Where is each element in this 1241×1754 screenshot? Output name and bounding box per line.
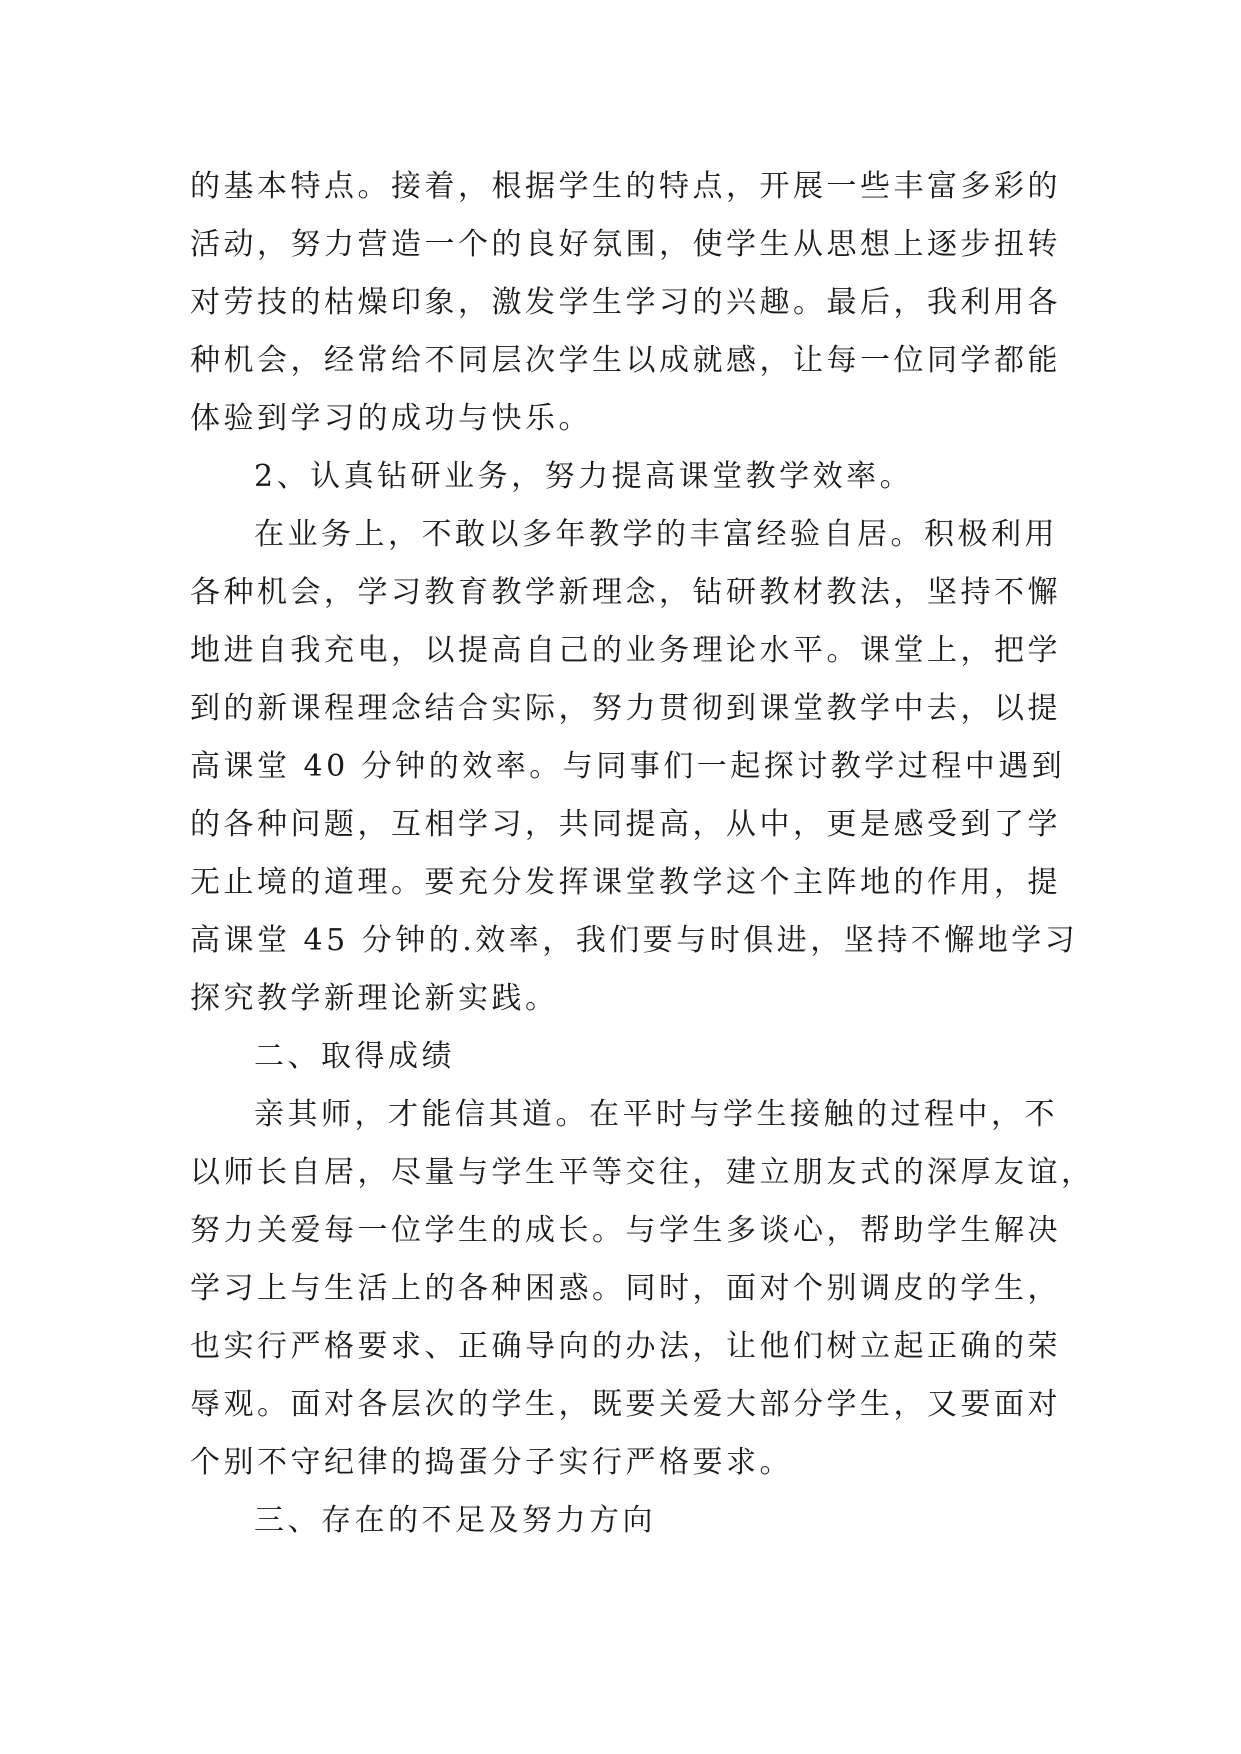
section-heading: 三、存在的不足及努力方向 [254, 1503, 656, 1538]
document-body [190, 158, 1095, 1550]
paragraph-line: 辱观。面对各层次的学生，既要关爱大部分学生，又要面对 [190, 1387, 1061, 1422]
paragraph-line: 地进自我充电，以提高自己的业务理论水平。课堂上，把学 [190, 633, 1061, 668]
section-heading: 二、取得成绩 [254, 1039, 455, 1074]
paragraph-line: 高课堂 45 分钟的.效率，我们要与时俱进，坚持不懈地学习 [190, 923, 1079, 958]
paragraph-line: 无止境的道理。要充分发挥课堂教学这个主阵地的作用，提 [190, 865, 1061, 900]
paragraph-line: 种机会，经常给不同层次学生以成就感，让每一位同学都能 [190, 343, 1061, 378]
section-heading: 2、认真钻研业务，努力提高课堂教学效率。 [254, 459, 914, 494]
paragraph-line: 的各种问题，互相学习，共同提高，从中，更是感受到了学 [190, 807, 1061, 842]
paragraph-line: 学习上与生活上的各种困惑。同时，面对个别调皮的学生， [190, 1271, 1061, 1306]
paragraph-line: 努力关爱每一位学生的成长。与学生多谈心，帮助学生解决 [190, 1213, 1061, 1248]
paragraph-line: 高课堂 40 分钟的效率。与同事们一起探讨教学过程中遇到 [190, 749, 1066, 784]
paragraph-line: 到的新课程理念结合实际，努力贯彻到课堂教学中去，以提 [190, 691, 1061, 726]
paragraph-line: 亲其师，才能信其道。在平时与学生接触的过程中，不 [254, 1097, 1058, 1132]
paragraph-line: 也实行严格要求、正确导向的办法，让他们树立起正确的荣 [190, 1329, 1061, 1364]
paragraph-line: 活动，努力营造一个的良好氛围，使学生从思想上逐步扭转 [190, 227, 1061, 262]
paragraph-line: 对劳技的枯燥印象，激发学生学习的兴趣。最后，我利用各 [190, 285, 1061, 320]
paragraph-line: 各种机会，学习教育教学新理念，钻研教材教法，坚持不懈 [190, 575, 1061, 610]
paragraph-line: 的基本特点。接着，根据学生的特点，开展一些丰富多彩的 [190, 169, 1061, 204]
paragraph-line: 以师长自居，尽量与学生平等交往，建立朋友式的深厚友谊， [190, 1155, 1095, 1190]
paragraph-line: 在业务上，不敢以多年教学的丰富经验自居。积极利用 [254, 517, 1058, 552]
paragraph-line: 个别不守纪律的捣蛋分子实行严格要求。 [190, 1445, 793, 1480]
paragraph-line: 探究教学新理论新实践。 [190, 981, 559, 1016]
paragraph-line: 体验到学习的成功与快乐。 [190, 401, 592, 436]
